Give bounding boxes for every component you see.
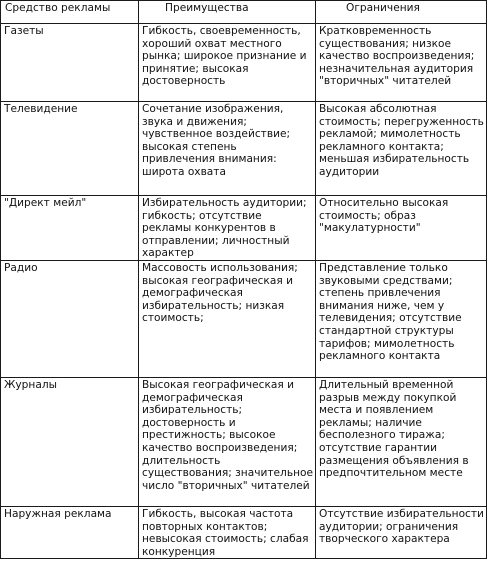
table-row xyxy=(1,260,487,377)
limitations-cell: Отсутствие избирательности аудитории; ограничения творческого характера xyxy=(316,506,487,558)
table-header-row xyxy=(1,1,487,24)
table-row xyxy=(1,196,487,261)
limitations-cell: Высокая абсолютная стоимость; перегруженность рекламой; мимолетность рекламного контакта; меньшая избирательность аудитории xyxy=(316,102,487,196)
limitations-cell: Представление только звуковыми средствами; степень привлечения внимания ниже, чем у телевидения; отсутствие стандартной структуры тарифов; мимолетность рекламного контакта xyxy=(316,260,487,377)
table-row xyxy=(1,377,487,506)
header-advantages: Преимущества xyxy=(139,1,316,24)
medium-cell: "Директ мейл" xyxy=(1,196,139,261)
advantages-cell: Массовость использования; высокая географическая и демографическая избирательность; низкая стоимость; xyxy=(139,260,316,377)
limitations-cell: Кратковременность существования; низкое качество воспроизведения; незначительная аудитория "вторичных" читателей xyxy=(316,24,487,102)
table-row xyxy=(1,24,487,102)
advantages-cell: Гибкость, высокая частота повторных контактов; невысокая стоимость; слабая конкуренция xyxy=(139,506,316,558)
medium-cell: Радио xyxy=(1,260,139,377)
advantages-cell: Сочетание изображения, звука и движения; чувственное воздействие; высокая степень привлечения внимания: широта охвата xyxy=(139,102,316,196)
table-row xyxy=(1,506,487,558)
advantages-cell: Избирательность аудитории; гибкость; отсутствие рекламы конкурентов в отправлении; личностный характер xyxy=(139,196,316,261)
header-limitations: Ограничения xyxy=(316,1,487,24)
header-medium: Средство рекламы xyxy=(1,1,139,24)
advantages-cell: Высокая географическая и демографическая избирательность; достоверность и престижность; высокое качество воспроизведения; длительность существования; значительное число "вторичных" читателей xyxy=(139,377,316,506)
medium-cell: Телевидение xyxy=(1,102,139,196)
limitations-cell: Относительно высокая стоимость; образ "макулатурности" xyxy=(316,196,487,261)
medium-cell: Наружная реклама xyxy=(1,506,139,558)
advantages-cell: Гибкость, своевременность, хороший охват местного рынка; широкое признание и принятие; высокая достоверность xyxy=(139,24,316,102)
medium-cell: Газеты xyxy=(1,24,139,102)
table-row xyxy=(1,102,487,196)
limitations-cell: Длительный временной разрыв между покупкой места и появлением рекламы; наличие бесполезного тиража; отсутствие гарантии размещения объявления в предпочтительном месте xyxy=(316,377,487,506)
medium-cell: Журналы xyxy=(1,377,139,506)
